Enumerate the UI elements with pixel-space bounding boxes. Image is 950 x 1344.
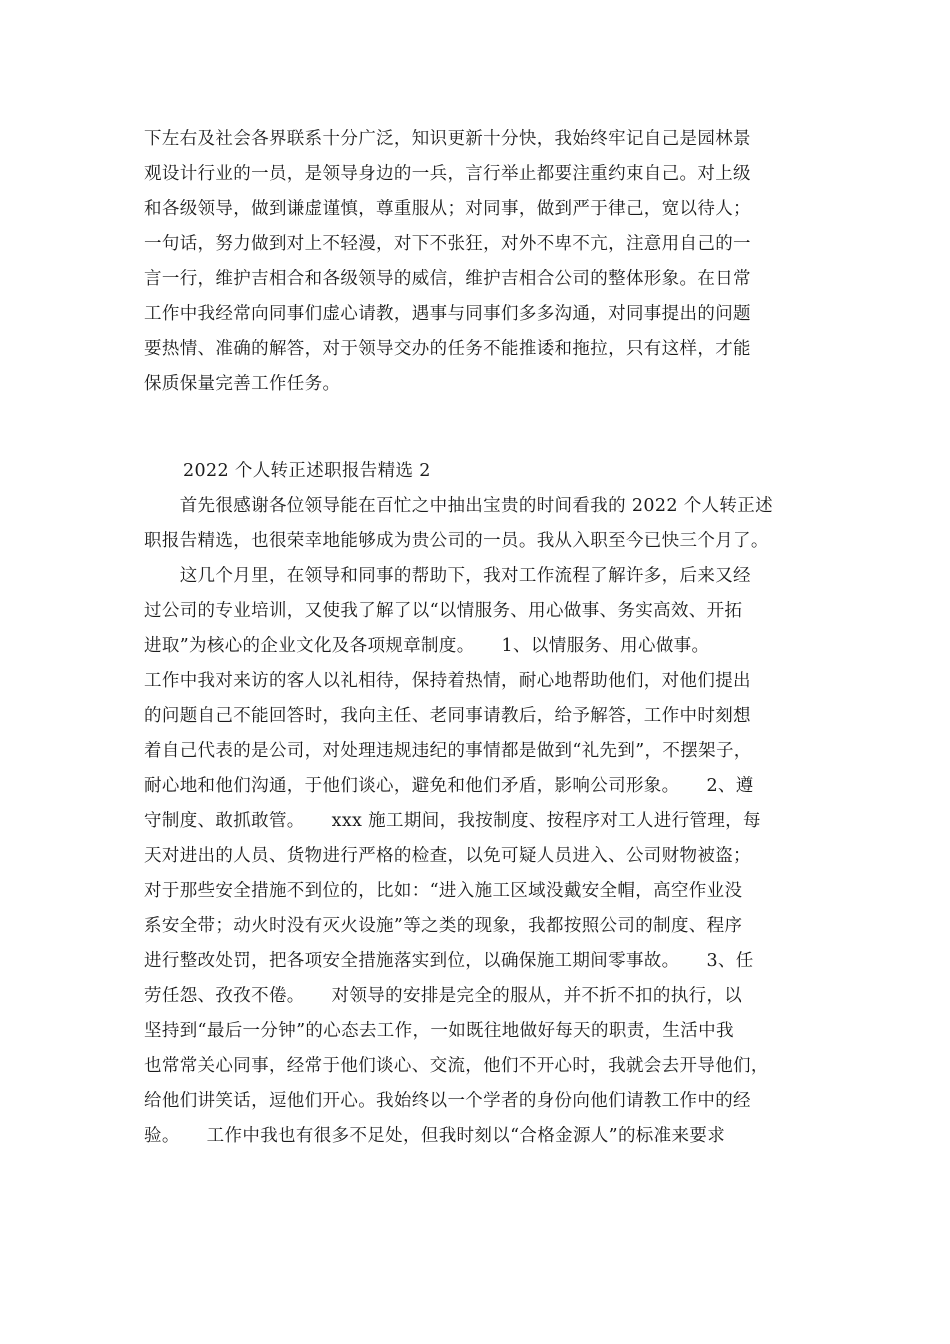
body-text-line: 也常常关心同事，经常于他们谈心、交流，他们不开心时，我就会去开导他们， [144, 1056, 769, 1076]
body-text-line: 下左右及社会各界联系十分广泛，知识更新十分快，我始终牢记自己是园林景 [144, 129, 751, 149]
section-heading: 2022 个人转正述职报告精选 2 [183, 461, 431, 481]
body-text-line: 工作中我经常向同事们虚心请教，遇事与同事们多多沟通，对同事提出的问题 [144, 304, 751, 324]
body-text-line: 天对进出的人员、货物进行严格的检查，以免可疑人员进入、公司财物被盗； [144, 846, 751, 866]
body-text-line: 坚持到“最后一分钟”的心态去工作，一如既往地做好每天的职责，生活中我 [144, 1021, 734, 1041]
body-text-line: 要热情、准确的解答，对于领导交办的任务不能推诿和拖拉，只有这样，才能 [144, 339, 751, 359]
body-text-line: 职报告精选，也很荣幸地能够成为贵公司的一员。我从入职至今已快三个月了。 [144, 531, 769, 551]
body-text-line: 验。 工作中我也有很多不足处，但我时刻以“合格金源人”的标准来要求 [144, 1126, 726, 1146]
body-text-line: 工作中我对来访的客人以礼相待，保持着热情，耐心地帮助他们，对他们提出 [144, 671, 751, 691]
body-text-line: 这几个月里，在领导和同事的帮助下，我对工作流程了解许多，后来又经 [144, 566, 751, 586]
body-text-line: 对于那些安全措施不到位的，比如：“进入施工区域没戴安全帽，高空作业没 [144, 881, 743, 901]
body-text-line: 和各级领导，做到谦虚谨慎，尊重服从；对同事，做到严于律己，宽以待人； [144, 199, 751, 219]
body-text-line: 的问题自己不能回答时，我向主任、老同事请教后，给予解答，工作中时刻想 [144, 706, 751, 726]
body-text-line: 一句话，努力做到对上不轻漫，对下不张狂，对外不卑不亢，注意用自己的一 [144, 234, 751, 254]
body-text-line: 守制度、敢抓敢管。 xxx 施工期间，我按制度、按程序对工人进行管理，每 [144, 811, 761, 831]
body-text-line: 给他们讲笑话，逗他们开心。我始终以一个学者的身份向他们请教工作中的经 [144, 1091, 751, 1111]
body-text-line: 进行整改处罚，把各项安全措施落实到位，以确保施工期间零事故。 3、任 [144, 951, 754, 971]
body-text-line: 首先很感谢各位领导能在百忙之中抽出宝贵的时间看我的 2022 个人转正述 [144, 496, 773, 516]
body-text-line: 言一行，维护吉相合和各级领导的威信，维护吉相合公司的整体形象。在日常 [144, 269, 751, 289]
body-text-line: 保质保量完善工作任务。 [144, 374, 341, 394]
body-text-line: 过公司的专业培训，又使我了解了以“以情服务、用心做事、务实高效、开拓 [144, 601, 743, 621]
body-text-line: 劳任怨、孜孜不倦。 对领导的安排是完全的服从，并不折不扣的执行，以 [144, 986, 743, 1006]
body-text-line: 系安全带；动火时没有灭火设施”等之类的现象，我都按照公司的制度、程序 [144, 916, 743, 936]
body-text-line: 着自己代表的是公司，对处理违规违纪的事情都是做到“礼先到”，不摆架子， [144, 741, 752, 761]
body-text-line: 观设计行业的一员，是领导身边的一兵，言行举止都要注重约束自己。对上级 [144, 164, 751, 184]
body-text-line: 耐心地和他们沟通，于他们谈心，避免和他们矛盾，影响公司形象。 2、遵 [144, 776, 754, 796]
body-text-line: 进取”为核心的企业文化及各项规章制度。 1、以情服务、用心做事。 [144, 636, 710, 656]
